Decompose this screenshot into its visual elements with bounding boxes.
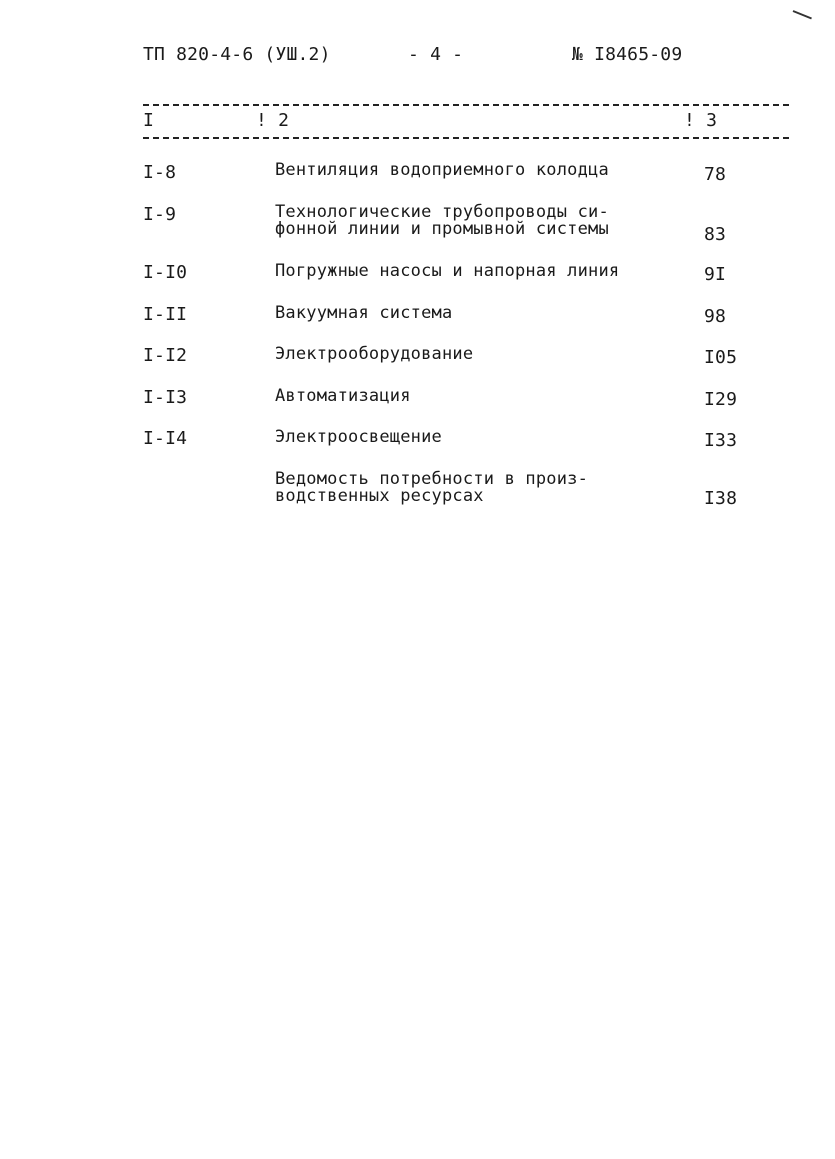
section-title-line-2: водственных ресурсах [275, 486, 484, 506]
page-number: - 4 - [408, 44, 464, 65]
section-page: I29 [704, 389, 738, 410]
section-title-line-1: Ведомость потребности в произ- [275, 469, 589, 489]
table-top-rule [143, 104, 789, 106]
section-page: 78 [704, 164, 727, 185]
document-code: ТП 820-4-6 (УШ.2) [143, 44, 331, 65]
column-header-3: ! 3 [684, 110, 718, 131]
section-number: I-I2 [143, 345, 188, 366]
section-number: I-II [143, 304, 188, 325]
column-header-1: I [143, 110, 155, 131]
section-page: I05 [704, 347, 738, 368]
section-title: Автоматизация [275, 386, 411, 406]
section-number: I-8 [143, 162, 177, 183]
section-number: I-I4 [143, 428, 188, 449]
section-number: I-I3 [143, 387, 188, 408]
section-title: Вакуумная система [275, 303, 453, 323]
table-header-rule [143, 137, 789, 139]
section-number: I-9 [143, 204, 177, 225]
section-title: Вентиляция водоприемного колодца [275, 160, 609, 180]
section-title: Погружные насосы и напорная линия [275, 261, 620, 281]
crop-mark [793, 10, 812, 19]
section-title: Электроосвещение [275, 427, 442, 447]
column-header-2: ! 2 [256, 110, 290, 131]
section-page: 83 [704, 224, 727, 245]
section-title-line-1: Технологические трубопроводы си- [275, 202, 609, 222]
section-title: Электрооборудование [275, 344, 474, 364]
section-number: I-I0 [143, 262, 188, 283]
section-page: 98 [704, 306, 727, 327]
section-page: 9I [704, 264, 727, 285]
section-page: I38 [704, 488, 738, 509]
registration-number: № I8465-09 [572, 44, 683, 65]
section-page: I33 [704, 430, 738, 451]
section-title-line-2: фонной линии и промывной системы [275, 219, 609, 239]
